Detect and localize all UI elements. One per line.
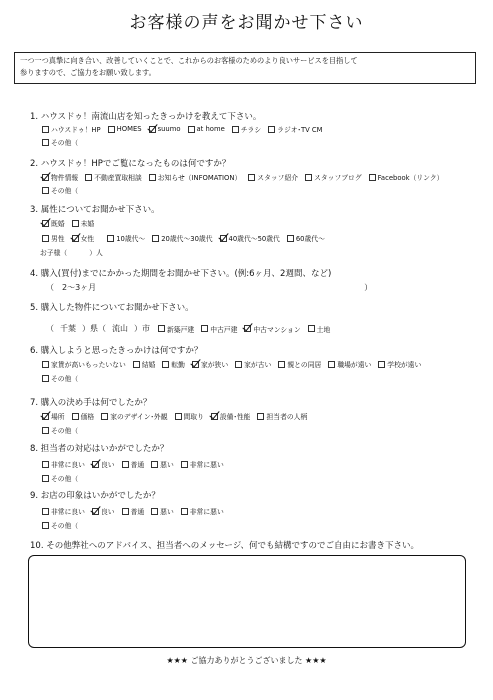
q1-other: その他（ [42, 137, 78, 147]
checkbox-option[interactable] [175, 411, 204, 421]
checkbox-option[interactable] [42, 506, 85, 516]
option-label: 結婚 [141, 361, 156, 369]
checkbox[interactable] [268, 126, 275, 133]
q5-label: 5. 購入した物件についてお聞かせ下さい。 [30, 303, 194, 313]
checkbox-option[interactable] [162, 359, 185, 369]
checkbox[interactable] [72, 413, 79, 420]
q7-other: その他（ [42, 425, 78, 435]
comment-box[interactable] [28, 555, 466, 648]
option-label: 転勤 [171, 361, 185, 369]
option-label: 家のデザイン･外観 [110, 413, 168, 421]
checked-checkbox[interactable] [72, 235, 79, 242]
q9-other: その他（ [42, 520, 78, 530]
checkbox[interactable] [133, 361, 140, 368]
checkbox[interactable] [101, 413, 108, 420]
checkbox-option[interactable] [248, 172, 298, 182]
option-label: Facebook（リンク） [377, 174, 444, 182]
checkbox[interactable] [248, 174, 255, 181]
checkbox-option[interactable] [192, 359, 228, 369]
option-label: 土地 [316, 325, 331, 334]
option-label: 良い [100, 508, 115, 516]
option-label: 家が古い [244, 361, 272, 369]
checked-checkbox[interactable] [92, 508, 99, 515]
checkbox-option[interactable] [378, 359, 421, 369]
q6-label: 6. 購入しようと思ったきっかけは何ですか？ [30, 346, 203, 356]
checkbox[interactable] [108, 126, 115, 133]
checkbox[interactable] [175, 413, 182, 420]
checkbox[interactable] [235, 361, 242, 368]
q8-label: 8. 担当者の対応はいかがでしたか？ [30, 444, 169, 454]
q3-label: 3. 属性についてお聞かせ下さい。 [30, 205, 160, 215]
option-label: 担当者の人柄 [266, 413, 308, 421]
checkbox-option[interactable] [133, 359, 156, 369]
handwritten-city: 流山 [112, 324, 128, 333]
option-label: 間取り [183, 413, 204, 421]
checkbox[interactable] [122, 461, 129, 468]
checkbox-option[interactable] [101, 411, 167, 421]
q8-other: その他（ [42, 473, 78, 483]
q3-gender-age [42, 233, 332, 243]
q3-age [107, 233, 332, 243]
checkbox-option[interactable] [232, 124, 261, 134]
checkbox[interactable] [151, 461, 158, 468]
checkbox-option[interactable] [151, 459, 174, 469]
option-label: 良い [100, 461, 115, 469]
checkbox[interactable] [42, 522, 49, 529]
q8-options [42, 459, 231, 469]
option-label: 場所 [51, 413, 65, 421]
checkbox-option[interactable] [92, 459, 115, 469]
intro-box [14, 52, 476, 84]
option-label: 既婚 [51, 220, 65, 228]
checkbox-option[interactable] [42, 218, 65, 228]
q1-options [42, 124, 330, 134]
checkbox-option[interactable] [42, 411, 65, 421]
q4-answer: （ 2～3ヶ月 ） [46, 283, 373, 292]
q2-label: 2. ハウスドゥ！HPでご覧になったものは何ですか？ [30, 159, 231, 169]
checked-checkbox[interactable] [211, 413, 218, 420]
option-label: 20歳代～30歳代 [161, 235, 213, 243]
checkbox[interactable] [42, 375, 49, 382]
checkbox[interactable] [42, 361, 49, 368]
handwritten-pref: 千葉 [60, 324, 76, 333]
checkbox-option[interactable] [158, 324, 194, 334]
checkbox-option[interactable] [181, 506, 224, 516]
checkbox[interactable] [42, 475, 49, 482]
option-label: 学校が遠い [387, 361, 422, 369]
q7-label: 7. 購入の決め手は何でしたか？ [30, 398, 152, 408]
option-label: 親との同居 [287, 361, 322, 369]
q5-answer: （ 千葉 ）県（ 流山 ）市 新築戸建 中古戸建 中古マンション 土地 [46, 323, 337, 334]
q10-label: 10. その他弊社へのアドバイス、担当者へのメッセージ、何でも結構ですのでご自由にお書き下さい。 [30, 541, 420, 551]
checkbox-option[interactable] [122, 506, 145, 516]
checkbox-option[interactable] [85, 172, 142, 182]
checked-checkbox[interactable] [220, 235, 227, 242]
option-label: 不動産買取相談 [94, 174, 142, 182]
checkbox[interactable] [328, 361, 335, 368]
checkbox-option[interactable] [42, 233, 65, 243]
q1-label: 1. ハウスドゥ！南流山店を知ったきっかけを教えて下さい。 [30, 112, 262, 122]
checkbox[interactable] [158, 325, 165, 332]
option-label: 10歳代～ [116, 235, 146, 243]
option-label: 普通 [130, 508, 145, 516]
checkbox-option[interactable] [108, 125, 142, 133]
option-label: 60歳代～ [295, 235, 325, 243]
option-label: 非常に良い [51, 461, 85, 469]
q3-gender [42, 233, 101, 243]
handwritten-answer: 2～3ヶ月 [62, 283, 97, 292]
option-label: at home [196, 125, 225, 133]
option-label: suumo [157, 125, 181, 133]
checkbox-option[interactable] [42, 459, 85, 469]
option-label: 40歳代～50歳代 [228, 235, 280, 243]
option-label: 家賃が高いもったいない [51, 361, 126, 369]
checkbox[interactable] [369, 174, 376, 181]
checkbox[interactable] [72, 220, 79, 227]
checkbox[interactable] [181, 461, 188, 468]
checkbox[interactable] [42, 126, 49, 133]
intro-line: 参りますので、ご協力をお願い致します。 [20, 68, 156, 77]
checkbox-option[interactable] [72, 233, 95, 243]
checkbox-option[interactable] [72, 411, 95, 421]
checkbox-option[interactable] [287, 233, 325, 243]
checkbox-option[interactable] [211, 411, 251, 421]
option-label: 未婚 [80, 220, 95, 228]
option-label: 価格 [80, 413, 95, 421]
checkbox-option[interactable] [92, 506, 115, 516]
checkbox[interactable] [42, 187, 49, 194]
checkbox-option[interactable] [188, 125, 225, 133]
q2-options [42, 172, 450, 182]
checkbox[interactable] [201, 325, 208, 332]
option-label: 普通 [130, 461, 145, 469]
checked-checkbox[interactable] [42, 220, 49, 227]
option-label: 家が狭い [200, 361, 229, 369]
page-title: お客様の声をお聞かせ下さい [129, 13, 364, 33]
option-label: 新築戸建 [167, 325, 195, 334]
q2-other: その他（ [42, 185, 78, 195]
q3-marital [42, 218, 101, 228]
checked-checkbox[interactable] [192, 361, 199, 368]
option-label: チラシ [240, 126, 262, 134]
q6-other: その他（ [42, 373, 78, 383]
checkbox-option[interactable] [235, 359, 271, 369]
option-label: 職場が遠い [337, 361, 372, 369]
q5-options [158, 324, 337, 334]
option-label: スタッフブログ [314, 174, 362, 182]
checkbox-option[interactable] [42, 359, 126, 369]
checkbox-option[interactable] [278, 359, 321, 369]
footer-thanks: ★★★ ご協力ありがとうございました ★★★ [166, 656, 327, 665]
option-label: 非常に悪い [189, 508, 224, 516]
option-label: 非常に悪い [189, 461, 224, 469]
checkbox[interactable] [181, 508, 188, 515]
option-label: ハウスドゥ！HP [51, 126, 101, 134]
checkbox[interactable] [152, 235, 159, 242]
checkbox[interactable] [42, 427, 49, 434]
option-label: ラジオ･TV CM [277, 126, 323, 134]
checked-checkbox[interactable] [42, 413, 49, 420]
checkbox[interactable] [85, 174, 92, 181]
checked-checkbox[interactable] [244, 325, 251, 332]
checkbox[interactable] [42, 461, 49, 468]
checkbox-option[interactable] [42, 124, 101, 134]
option-label: スタッフ紹介 [257, 174, 299, 182]
checkbox-option[interactable] [149, 125, 181, 133]
q9-label: 9. お店の印象はいかがでしたか？ [30, 491, 160, 501]
option-label: 男性 [51, 235, 65, 243]
checkbox-option[interactable] [149, 172, 242, 182]
checkbox-option[interactable] [152, 233, 212, 243]
checkbox[interactable] [232, 126, 239, 133]
checkbox-option[interactable] [305, 172, 362, 182]
q9-options [42, 506, 231, 516]
q7-options [42, 411, 314, 421]
checkbox[interactable] [188, 126, 195, 133]
option-label: 悪い [160, 461, 174, 469]
option-label: 設備･性能 [219, 413, 251, 421]
checkbox-option[interactable] [257, 411, 307, 421]
option-label: 女性 [80, 235, 95, 243]
checkbox[interactable] [378, 361, 385, 368]
checkbox[interactable] [287, 235, 294, 242]
option-label: 中古戸建 [210, 325, 238, 334]
checkbox-option[interactable] [369, 172, 444, 182]
checkbox[interactable] [122, 508, 129, 515]
intro-line: 一つ一つ真摯に向き合い、改善していくことで、これからのお客様のためのより良いサービスを目指して [20, 56, 358, 65]
checkbox[interactable] [162, 361, 169, 368]
checkbox[interactable] [308, 325, 315, 332]
q6-options [42, 359, 428, 369]
checkbox[interactable] [107, 235, 114, 242]
checked-checkbox[interactable] [42, 174, 49, 181]
option-label: 物件情報 [51, 174, 79, 182]
q3-children: お子様（ ）人 [40, 249, 103, 257]
checkbox-option[interactable] [151, 506, 174, 516]
option-label: 悪い [160, 508, 174, 516]
checkbox[interactable] [278, 361, 285, 368]
checked-checkbox[interactable] [92, 461, 99, 468]
checkbox-option[interactable] [328, 359, 371, 369]
checkbox[interactable] [151, 508, 158, 515]
checkbox[interactable] [257, 413, 264, 420]
q4-label: 4. 購入(買付)までにかかった期間をお聞かせ下さい。(例:6ヶ月、2週間、など) [30, 269, 332, 279]
checkbox-option[interactable] [201, 324, 237, 334]
option-label: 非常に良い [51, 508, 85, 516]
checkbox-option[interactable] [122, 459, 145, 469]
checkbox[interactable] [42, 508, 49, 515]
checkbox[interactable] [305, 174, 312, 181]
checkbox[interactable] [42, 139, 49, 146]
option-label: お知らせ（INFOMATION） [157, 174, 242, 182]
checkbox-option[interactable] [244, 324, 300, 334]
checkbox-option[interactable] [181, 459, 224, 469]
checkbox-option[interactable] [220, 233, 280, 243]
option-label: HOMES [116, 125, 142, 133]
checkbox-option[interactable] [107, 233, 145, 243]
checkbox[interactable] [42, 235, 49, 242]
option-label: 中古マンション [253, 325, 301, 334]
checked-checkbox[interactable] [149, 126, 156, 133]
checkbox-option[interactable] [42, 172, 78, 182]
checkbox-option[interactable] [72, 218, 95, 228]
checkbox-option[interactable] [308, 324, 331, 334]
checkbox[interactable] [149, 174, 156, 181]
checkbox-option[interactable] [268, 124, 322, 134]
